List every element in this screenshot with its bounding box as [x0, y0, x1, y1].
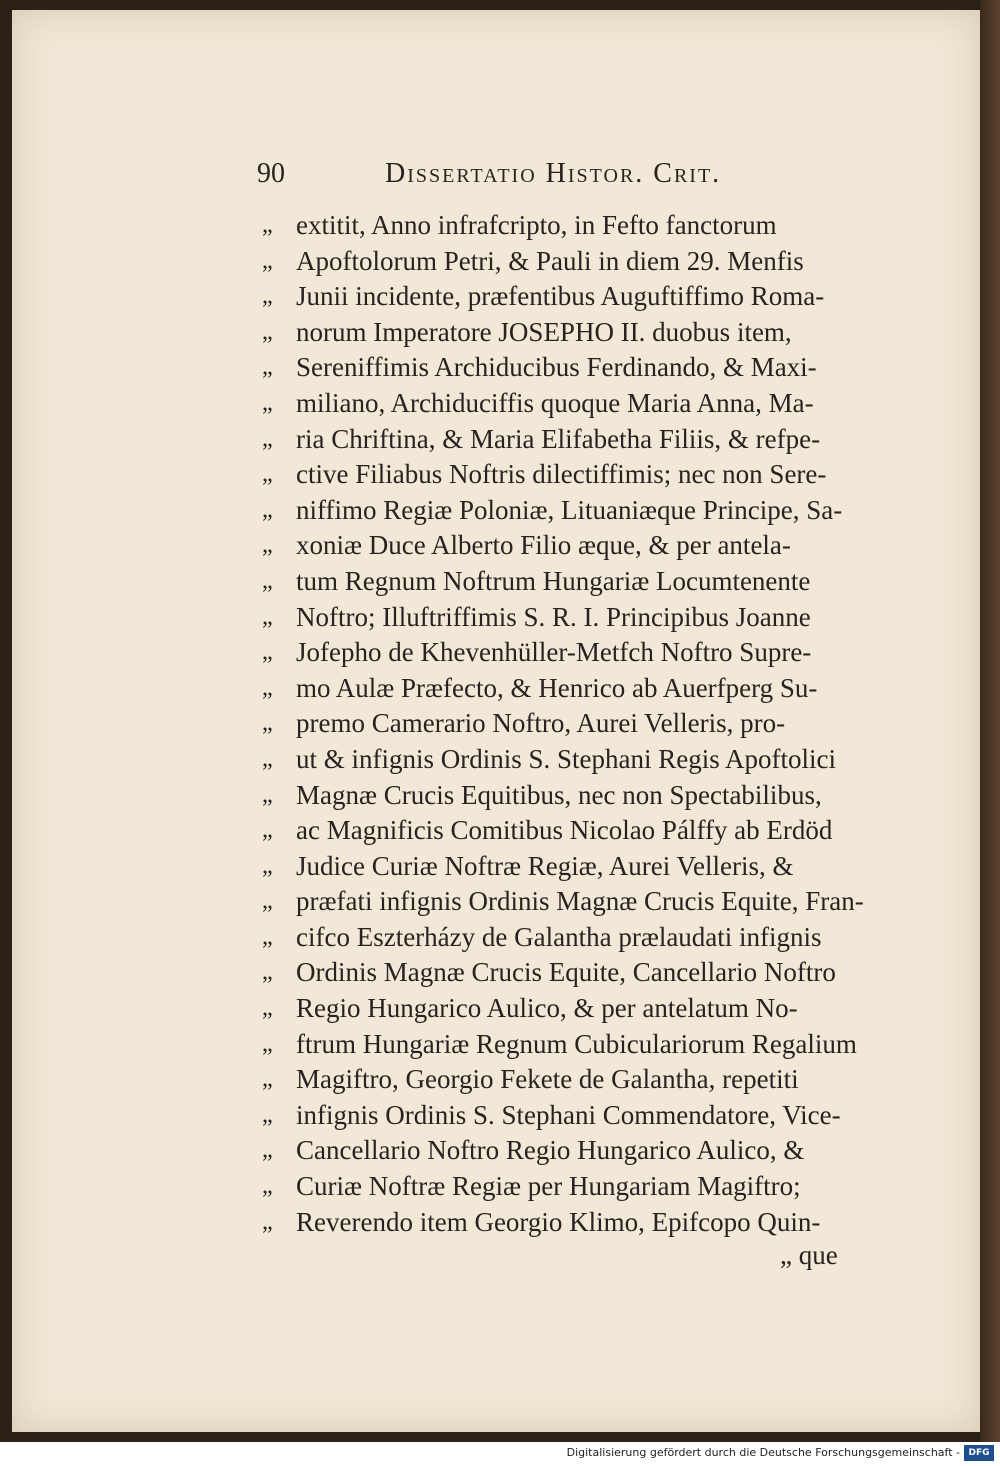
quote-mark: „	[262, 212, 273, 238]
text-line	[262, 600, 912, 636]
line-text: Apoftolorum Petri, & Pauli in diem 29. Menfis	[296, 245, 804, 276]
quote-mark: „	[262, 354, 273, 381]
text-line	[262, 528, 912, 564]
footer-bar	[0, 1442, 1000, 1466]
quote-mark: „	[262, 745, 273, 772]
line-text: ctive Filiabus Noftris dilectiffimis; nec non Sere-	[296, 459, 827, 490]
line-text: præfati infignis Ordinis Magnæ Crucis Equite, Fran-	[296, 886, 864, 917]
line-text: Judice Curiæ Noftræ Regiæ, Aurei Velleris, &	[296, 850, 794, 881]
quote-mark: „	[262, 888, 273, 915]
text-line	[262, 208, 912, 244]
quote-mark: „	[262, 425, 273, 452]
line-text: Magiftro, Georgio Fekete de Galantha, repetiti	[296, 1064, 799, 1095]
quote-mark: „	[262, 318, 273, 345]
body-text	[262, 208, 912, 1240]
text-line	[262, 991, 912, 1027]
line-text: cifco Eszterházy de Galantha prælaudati infignis	[296, 921, 822, 952]
text-line	[262, 671, 912, 707]
line-text: ut & infignis Ordinis S. Stephani Regis Apoftolici	[296, 743, 836, 774]
line-text: tum Regnum Noftrum Hungariæ Locumtenente	[296, 565, 811, 596]
quote-mark: „	[262, 674, 273, 701]
page-number: 90	[257, 158, 285, 189]
line-text: premo Camerario Noftro, Aurei Velleris, pro-	[296, 708, 786, 739]
quote-mark: „	[262, 781, 273, 808]
quote-mark: „	[262, 389, 273, 416]
text-line	[262, 849, 912, 885]
quote-mark: „	[262, 532, 273, 559]
text-line	[262, 742, 912, 778]
text-line	[262, 350, 912, 386]
quote-mark: „	[262, 817, 273, 844]
line-text: Regio Hungarico Aulico, & per antelatum No-	[296, 993, 798, 1024]
text-line	[262, 813, 912, 849]
quote-mark: „	[262, 496, 273, 523]
text-line	[262, 884, 912, 920]
text-line	[262, 1169, 912, 1205]
line-text: mo Aulæ Præfecto, & Henrico ab Auerfperg Su-	[296, 672, 818, 703]
text-line	[262, 706, 912, 742]
quote-mark: „	[262, 852, 273, 879]
text-line	[262, 1205, 912, 1241]
text-line	[262, 920, 912, 956]
quote-mark: „	[262, 567, 273, 594]
quote-mark: „	[262, 1208, 273, 1235]
line-text: Sereniffimis Archiducibus Ferdinando, & Maxi-	[296, 352, 817, 383]
running-head: Dissertatio Histor. Crit.	[385, 158, 722, 189]
quote-mark: „	[262, 603, 273, 630]
line-text: norum Imperatore JOSEPHO II. duobus item,	[296, 316, 792, 347]
text-line	[262, 955, 912, 991]
quote-mark: „	[262, 283, 273, 310]
quote-mark: „	[262, 247, 273, 274]
text-line	[262, 1133, 912, 1169]
text-line	[262, 457, 912, 493]
quote-mark: „	[262, 710, 273, 737]
text-line	[262, 635, 912, 671]
text-line	[262, 279, 912, 315]
line-text: infignis Ordinis S. Stephani Commendatore, Vice-	[296, 1099, 841, 1130]
text-line	[262, 564, 912, 600]
line-text: Cancellario Noftro Regio Hungarico Aulico, &	[296, 1135, 805, 1166]
text-line	[262, 315, 912, 351]
quote-mark: „	[262, 639, 273, 666]
quote-mark: „	[262, 461, 273, 488]
quote-mark: „	[262, 1066, 273, 1093]
line-text: ftrum Hungariæ Regnum Cubiculariorum Regalium	[296, 1028, 857, 1059]
line-text: Reverendo item Georgio Klimo, Epifcopo Quin-	[296, 1206, 821, 1237]
line-text: ria Chriftina, & Maria Elifabetha Filiis, & refpe-	[296, 423, 821, 454]
dfg-logo: DFG	[964, 1445, 994, 1461]
catchword: „ que	[780, 1240, 838, 1270]
quote-mark: „	[262, 959, 273, 986]
quote-mark: „	[262, 1030, 273, 1057]
text-line	[262, 778, 912, 814]
line-text: ac Magnificis Comitibus Nicolao Pálffy ab Erdöd	[296, 815, 833, 846]
line-text: extitit, Anno infrafcripto, in Fefto fanctorum	[296, 210, 777, 240]
line-text: niffimo Regiæ Poloniæ, Lituaniæque Principe, Sa-	[296, 494, 843, 525]
text-line	[262, 1062, 912, 1098]
line-text: xoniæ Duce Alberto Filio æque, & per antela-	[296, 530, 791, 561]
line-text: Noftro; Illuftriffimis S. R. I. Principibus Joanne	[296, 601, 811, 632]
quote-mark: „	[262, 923, 273, 950]
line-text: Jofepho de Khevenhüller-Metfch Noftro Supre-	[296, 637, 812, 668]
quote-mark: „	[262, 1173, 273, 1200]
line-text: miliano, Archiduciffis quoque Maria Anna, Ma-	[296, 387, 814, 418]
text-line	[262, 386, 912, 422]
quote-mark: „	[262, 1137, 273, 1164]
book-page	[12, 10, 980, 1432]
text-line	[262, 1027, 912, 1063]
line-text: Magnæ Crucis Equitibus, nec non Spectabilibus,	[296, 779, 822, 810]
text-line	[262, 244, 912, 280]
text-line	[262, 1098, 912, 1134]
line-text: Curiæ Noftræ Regiæ per Hungariam Magiftro;	[296, 1171, 801, 1202]
line-text: Ordinis Magnæ Crucis Equite, Cancellario Noftro	[296, 957, 836, 988]
text-line	[262, 493, 912, 529]
page-header	[257, 158, 777, 192]
text-line	[262, 422, 912, 458]
line-text: Junii incidente, præfentibus Auguftiffimo Roma-	[296, 281, 825, 312]
quote-mark: „	[262, 995, 273, 1022]
book-edge	[980, 0, 1000, 1442]
quote-mark: „	[262, 1101, 273, 1128]
funding-credit: Digitalisierung gefördert durch die Deutsche Forschungsgemeinschaft -	[566, 1446, 960, 1459]
